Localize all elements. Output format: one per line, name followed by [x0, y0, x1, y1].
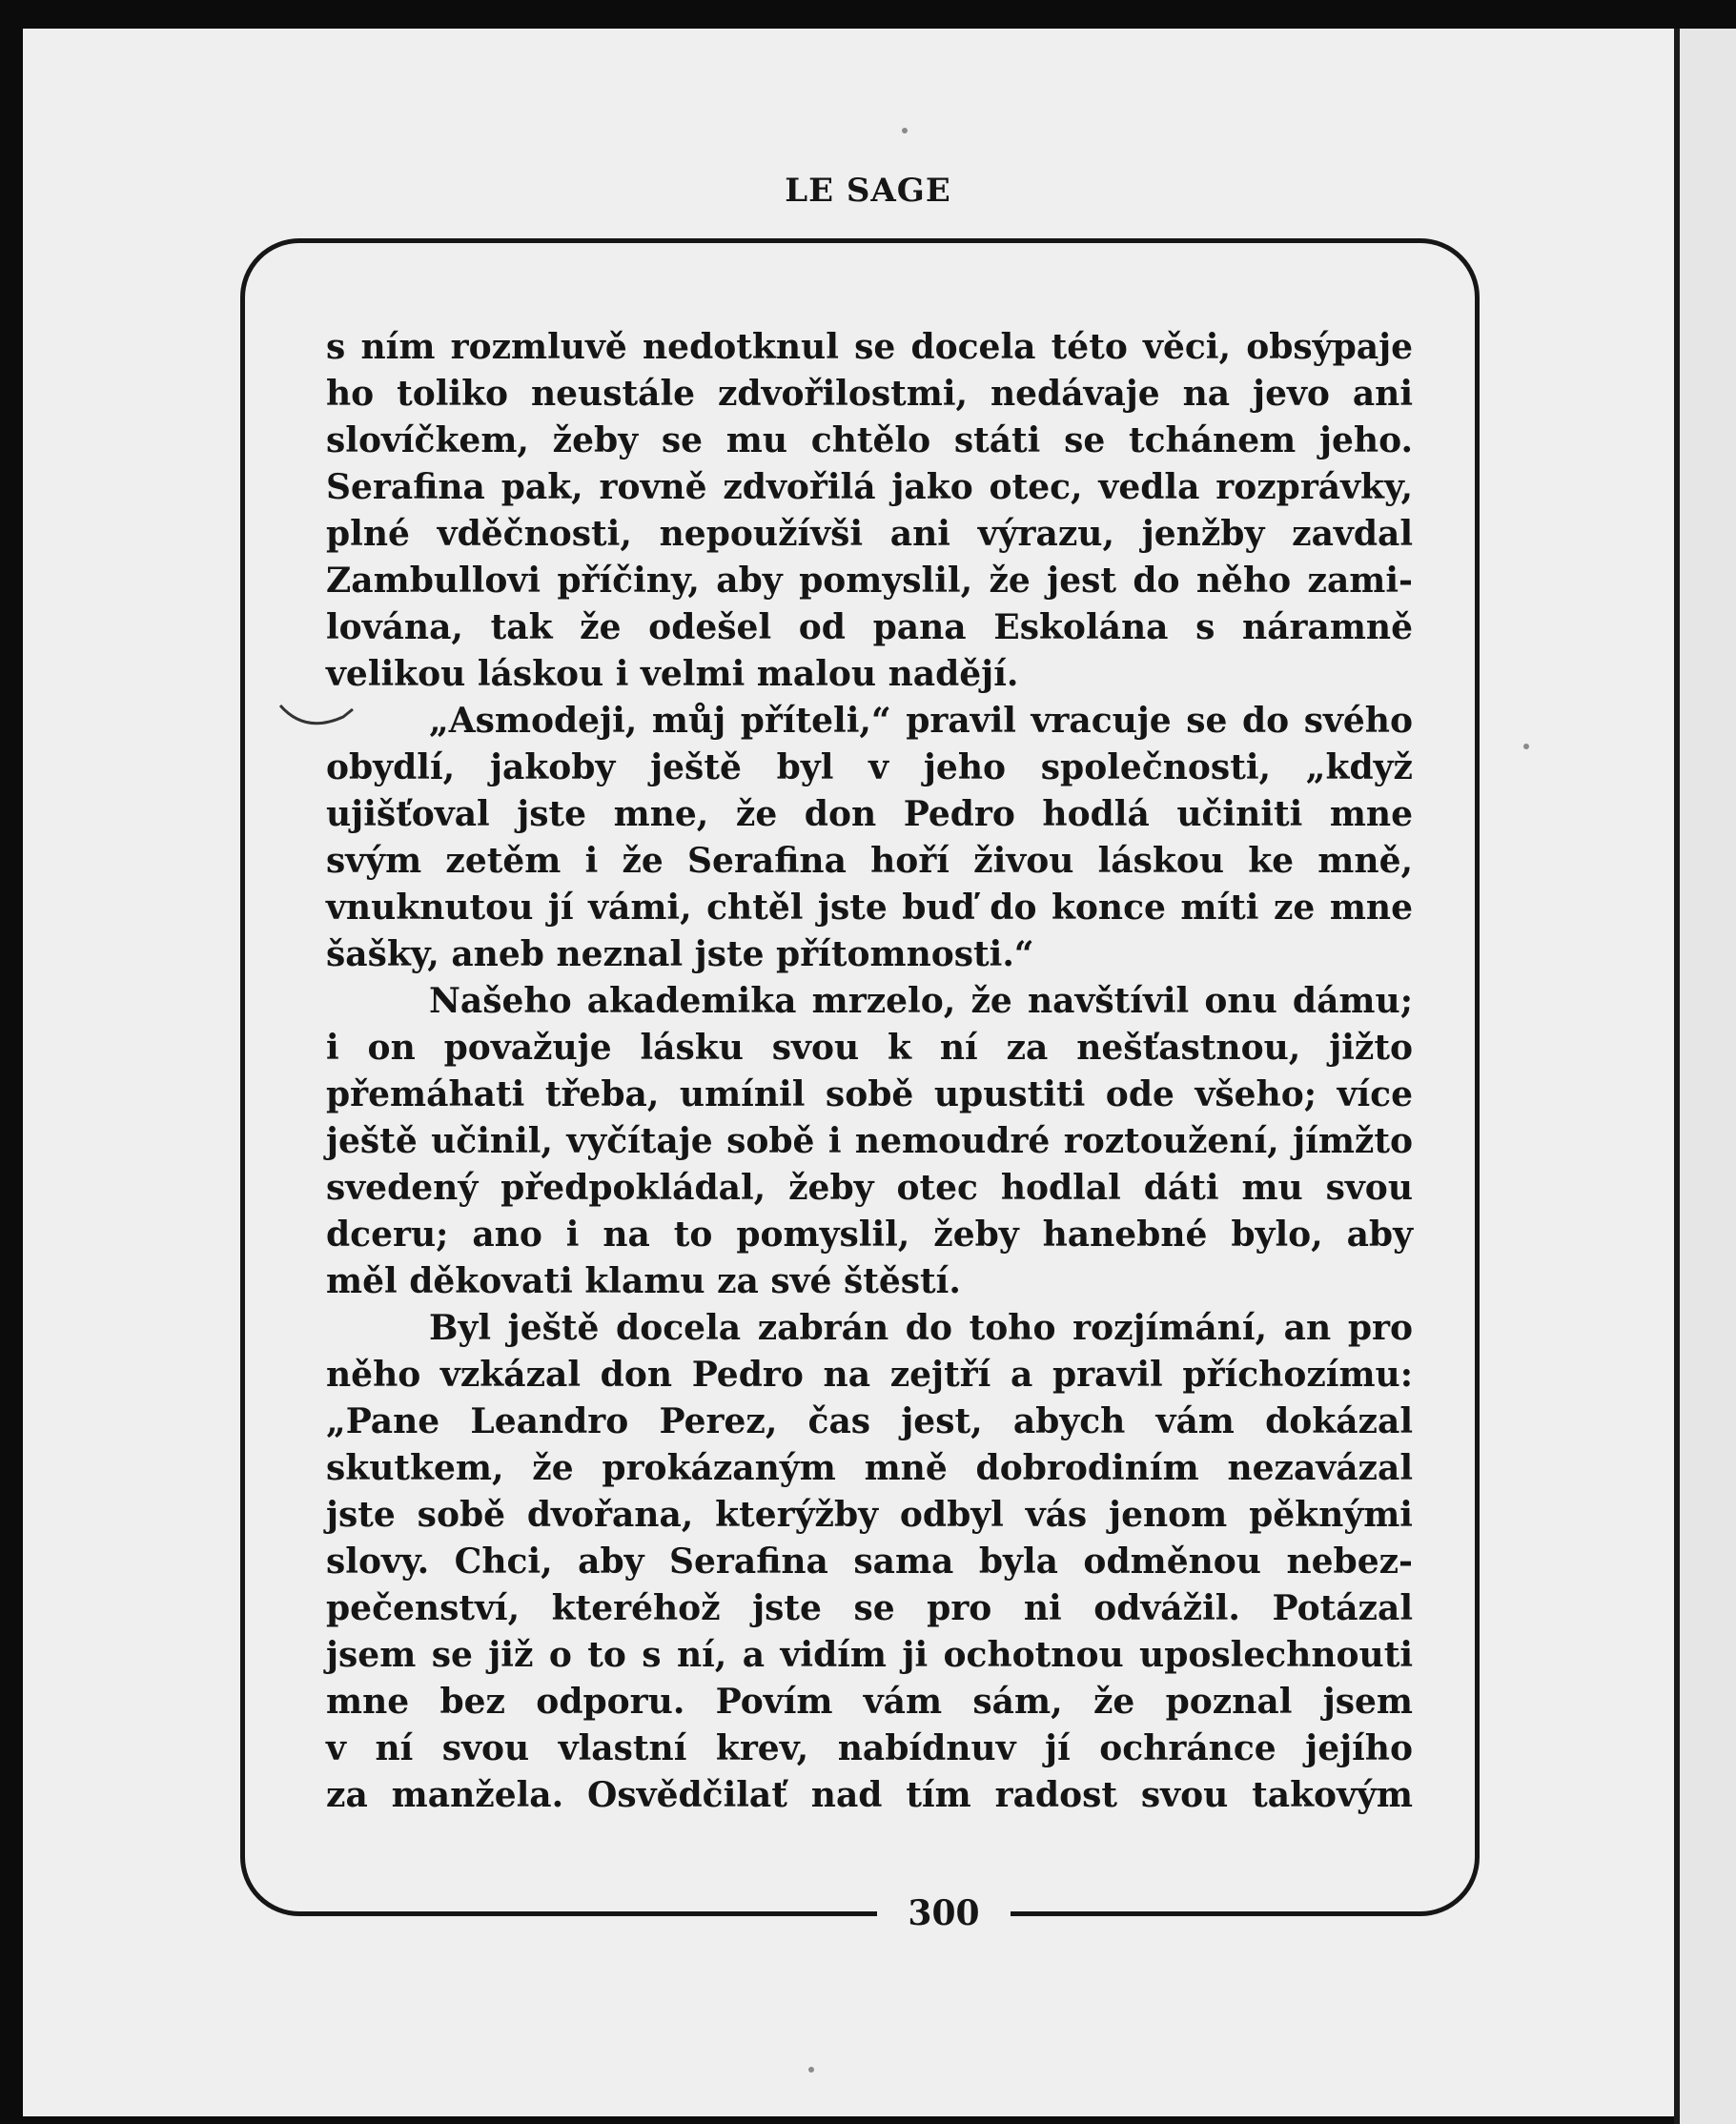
text-line: jste sobě dvořana, kterýžby odbyl vás jenom pěknými	[326, 1495, 1413, 1535]
text-line: vnuknutou jí vámi, chtěl jste buď do konce míti ze mne	[326, 888, 1413, 928]
text-line: slovíčkem, žeby se mu chtělo státi se tchánem jeho.	[326, 420, 1413, 460]
body-text	[326, 324, 1413, 1819]
text-line: Našeho akademika mrzelo, že navštívil onu dámu;	[429, 981, 1413, 1021]
text-line: mne bez odporu. Povím vám sám, že poznal jsem	[326, 1682, 1413, 1722]
text-line: „Asmodeji, můj příteli,“ pravil vracuje se do svého	[429, 701, 1413, 741]
paper-speck	[902, 128, 908, 133]
text-line: obydlí, jakoby ještě byl v jeho společnosti, „když	[326, 747, 1413, 787]
running-head: LE SAGE	[785, 172, 951, 210]
next-page-edge	[1680, 29, 1736, 2124]
text-line: svedený předpokládal, žeby otec hodlal dáti mu svou	[326, 1168, 1413, 1208]
text-line: s ním rozmluvě nedotknul se docela této věci, obsýpaje	[326, 327, 1413, 367]
text-line: dceru; ano i na to pomyslil, žeby hanebné bylo, aby	[326, 1215, 1413, 1255]
paper-speck	[808, 2067, 814, 2073]
text-line: Byl ještě docela zabrán do toho rozjímání, an pro	[429, 1308, 1413, 1348]
text-line: za manžela. Osvědčilať nad tím radost svou takovým	[326, 1775, 1413, 1815]
text-line: Serafina pak, rovně zdvořilá jako otec, vedla rozprávky,	[326, 467, 1413, 507]
text-line: něho vzkázal don Pedro na zejtří a pravil příchozímu:	[326, 1355, 1413, 1395]
text-line: Zambullovi příčiny, aby pomyslil, že jest do něho zami-	[326, 561, 1413, 601]
text-line: i on považuje lásku svou k ní za nešťastnou, jižto	[326, 1028, 1413, 1068]
page-number: 300	[908, 1893, 980, 1933]
text-line: „Pane Leandro Perez, čas jest, abych vám dokázal	[326, 1401, 1413, 1441]
text-line: v ní svou vlastní krev, nabídnuv jí ochránce jejího	[326, 1728, 1413, 1768]
text-line: pečenství, kteréhož jste se pro ni odvážil. Potázal	[326, 1588, 1413, 1628]
text-line: šašky, aneb neznal jste přítomnosti.“	[326, 934, 1034, 974]
pencil-mark	[276, 696, 362, 744]
paper-speck	[1523, 744, 1529, 749]
text-line: plné vděčnosti, nepoužívši ani výrazu, jenžby zavdal	[326, 514, 1413, 554]
text-line: skutkem, že prokázaným mně dobrodiním nezavázal	[326, 1448, 1413, 1488]
text-line: slovy. Chci, aby Serafina sama byla odměnou nebez-	[326, 1542, 1413, 1582]
text-line: ještě učinil, vyčítaje sobě i nemoudré roztoužení, jímžto	[326, 1121, 1413, 1161]
text-line: přemáhati třeba, umínil sobě upustiti ode všeho; více	[326, 1074, 1413, 1114]
text-line: lována, tak že odešel od pana Eskolána s náramně	[326, 607, 1413, 647]
text-line: jsem se již o to s ní, a vidím ji ochotnou uposlechnouti	[326, 1635, 1413, 1675]
text-line: ho toliko neustále zdvořilostmi, nedávaje na jevo ani	[326, 374, 1413, 414]
text-line: měl děkovati klamu za své štěstí.	[326, 1261, 961, 1301]
text-line: ujišťoval jste mne, že don Pedro hodlá učiniti mne	[326, 794, 1413, 834]
text-line: velikou láskou i velmi malou nadějí.	[326, 654, 1019, 694]
text-line: svým zetěm i že Serafina hoří živou láskou ke mně,	[326, 841, 1413, 881]
